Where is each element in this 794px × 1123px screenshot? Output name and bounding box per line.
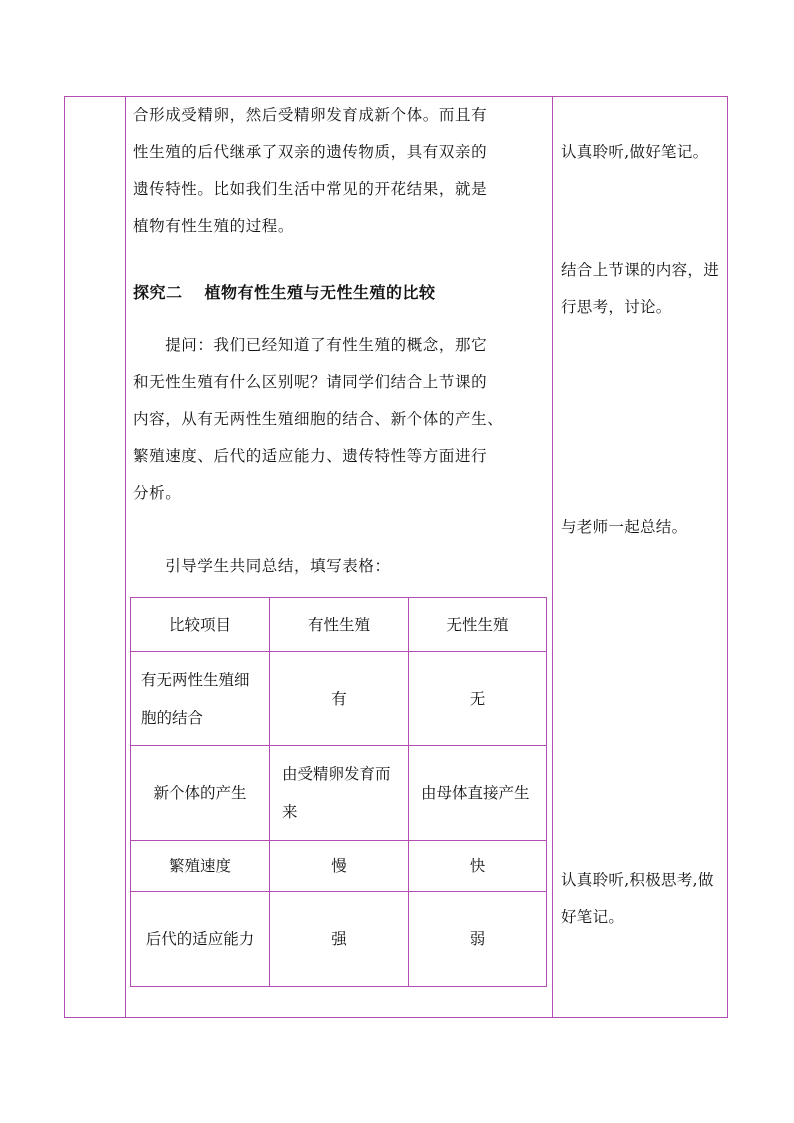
text-line: 提问：我们已经知道了有性生殖的概念，那它: [133, 336, 488, 354]
table-cell: 由母体直接产生: [409, 746, 547, 841]
table-row: [131, 841, 547, 892]
header-cell: 无性生殖: [409, 598, 547, 652]
section-title: 植物有性生殖与无性生殖的比较: [204, 283, 436, 302]
table-cell: 快: [409, 841, 547, 892]
table-cell: 新个体的产生: [131, 746, 270, 841]
table-cell: 强: [270, 892, 409, 987]
text-line: 分析。: [133, 484, 182, 502]
text-line: 合形成受精卵，然后受精卵发育成新个体。而且有: [133, 106, 488, 124]
student-note-2: 结合上节课的内容，进行思考，讨论。: [561, 261, 720, 316]
table-row: [131, 746, 547, 841]
table-cell: 由受精卵发育而来: [270, 746, 409, 841]
intro-paragraph: [133, 97, 547, 245]
section-label: 探究二: [133, 283, 183, 302]
text-line: 繁殖速度、后代的适应能力、遗传特性等方面进行: [133, 447, 488, 465]
table-cell: 慢: [270, 841, 409, 892]
header-cell: 比较项目: [131, 598, 270, 652]
text-line: 遗传特性。比如我们生活中常见的开花结果，就是: [133, 180, 488, 198]
question-paragraph: [133, 327, 547, 512]
text-line: 内容，从有无两性生殖细胞的结合、新个体的产生、: [133, 410, 504, 428]
column-divider-right: [552, 97, 553, 1017]
comparison-table: [130, 597, 547, 987]
table-row: [131, 892, 547, 987]
table-cell: 后代的适应能力: [131, 892, 270, 987]
column-divider-left: [125, 97, 126, 1017]
header-cell: 有性生殖: [270, 598, 409, 652]
table-cell: 繁殖速度: [131, 841, 270, 892]
section-heading: [133, 280, 436, 303]
table-cell: 弱: [409, 892, 547, 987]
text-line: 植物有性生殖的过程。: [133, 217, 295, 235]
table-cell: 有: [270, 652, 409, 746]
student-note-1: 认真聆听,做好笔记。: [561, 143, 709, 161]
guide-text: 引导学生共同总结，填写表格：: [133, 557, 391, 575]
table-row: [131, 652, 547, 746]
text-line: 和无性生殖有什么区别呢？请同学们结合上节课的: [133, 373, 488, 391]
student-note-4: 认真聆听,积极思考,做好笔记。: [561, 871, 714, 926]
table-header-row: [131, 598, 547, 652]
table-cell: 无: [409, 652, 547, 746]
table-cell: 有无两性生殖细胞的结合: [131, 652, 270, 746]
student-note-3: 与老师一起总结。: [561, 518, 688, 536]
text-line: 性生殖的后代继承了双亲的遗传物质，具有双亲的: [133, 143, 488, 161]
